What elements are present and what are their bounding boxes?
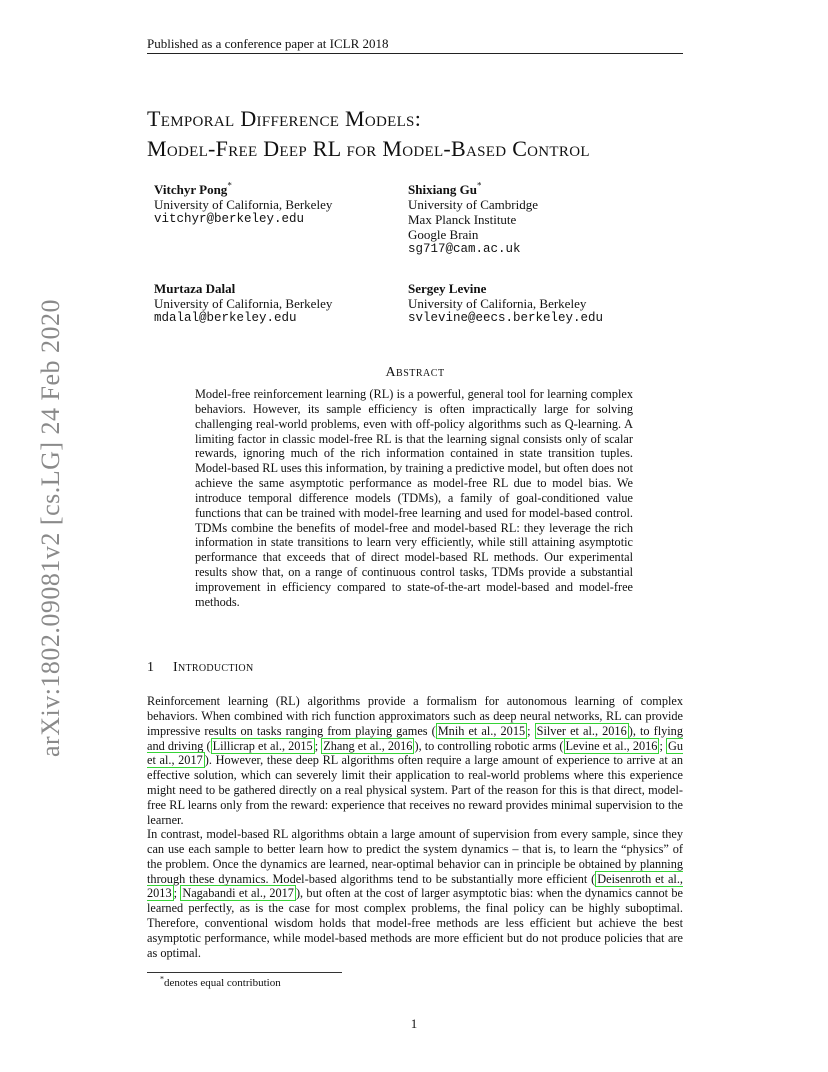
section-title: Introduction bbox=[173, 660, 254, 675]
author-name: Sergey Levine bbox=[408, 281, 487, 296]
paragraph-text: ). However, these deep RL algorithms often require a large amount of experience to arrive at an effective solution, which can severely limit their application to real-world problems where this experience might need to be gathered directly on a real physical system. Part of the reason for this is that direct, model-free RL learns only from the reward: experience that receives no reward provides minimal supervision to the learner. bbox=[147, 753, 683, 827]
author-block bbox=[154, 281, 332, 326]
author-affiliation: University of California, Berkeley bbox=[154, 197, 333, 212]
header-rule bbox=[147, 53, 683, 54]
intro-paragraph-1 bbox=[147, 694, 683, 828]
page-number: 1 bbox=[410, 1016, 418, 1031]
abstract-text: Model-free reinforcement learning (RL) is a powerful, general tool for learning complex behaviors. However, its sample efficiency is often impractically large for solving challenging real-world problems, even with off-policy algorithms such as Q-learning. A limiting factor in classic model-free RL is that the learning signal consists only of scalar rewards, ignoring much of the rich information contained in state transition tuples. Model-based RL uses this information, by training a predictive model, but often does not achieve the same asymptotic performance as model-free RL due to model bias. We introduce temporal difference models (TDMs), a family of goal-conditioned value functions that can be trained with model-free learning and used for model-based control. TDMs combine the benefits of model-free and model-based RL: they leverage the rich information in state transitions to learn very efficiently, while still attaining asymptotic performance that exceeds that of direct model-based RL methods. Our experimental results show that, on a range of continuous control tasks, TDMs provide a substantial improvement in efficiency compared to state-of-the-art model-based and model-free methods. bbox=[195, 387, 633, 609]
author-block bbox=[154, 182, 332, 227]
footnote-text: denotes equal contribution bbox=[164, 977, 281, 989]
paragraph-text: ; bbox=[659, 738, 666, 753]
citation-link[interactable]: Deisenroth et al., 2013 bbox=[147, 871, 683, 901]
paragraph-text: ), to controlling robotic arms ( bbox=[414, 738, 564, 753]
citation-link[interactable]: Gu et al., 2017 bbox=[147, 738, 683, 768]
paragraph-text: ; bbox=[314, 738, 322, 753]
citation-link[interactable]: Levine et al., 2016 bbox=[565, 738, 658, 753]
author-email[interactable]: mdalal@berkeley.edu bbox=[154, 311, 297, 325]
author-name: Shixiang Gu bbox=[408, 182, 478, 197]
citation-link[interactable]: Lillicrap et al., 2015 bbox=[212, 738, 313, 753]
running-header: Published as a conference paper at ICLR 2018 bbox=[147, 36, 389, 51]
footnote-rule bbox=[147, 972, 342, 973]
title-line-2: Model-Free Deep RL for Model-Based Control bbox=[147, 136, 590, 161]
citation-link[interactable]: Nagabandi et al., 2017 bbox=[182, 886, 294, 901]
title-line-1: Temporal Difference Models: bbox=[147, 106, 422, 131]
equal-contribution-mark: * bbox=[227, 180, 232, 191]
citation-link[interactable]: Zhang et al., 2016 bbox=[323, 738, 413, 753]
citation-link[interactable]: Silver et al., 2016 bbox=[536, 723, 627, 738]
equal-contribution-mark: * bbox=[477, 180, 482, 191]
author-email[interactable]: vitchyr@berkeley.edu bbox=[154, 212, 305, 226]
author-affiliation: University of Cambridge bbox=[408, 197, 538, 212]
section-heading bbox=[147, 660, 253, 676]
paragraph-text: ), to flying and driving ( bbox=[147, 723, 683, 753]
intro-paragraph-2 bbox=[147, 827, 683, 961]
arxiv-stamp: arXiv:1802.09081v2 [cs.LG] 24 Feb 2020 bbox=[36, 298, 65, 757]
author-affiliation: Max Planck Institute bbox=[408, 212, 517, 227]
paragraph-text: ), but often at the cost of larger asymptotic bias: when the dynamics cannot be learned perfectly, as is the case for most complex problems, the final policy can be highly suboptimal. Therefore, conventional wisdom holds that model-free methods are less efficient but achieve the best asymptotic performance, while model-based methods are more efficient but do not produce policies that are as optimal. bbox=[147, 886, 683, 960]
citation-link[interactable]: Mnih et al., 2015 bbox=[437, 723, 526, 738]
author-name: Murtaza Dalal bbox=[154, 281, 236, 296]
paragraph-text: ; bbox=[527, 723, 535, 738]
author-email[interactable]: sg717@cam.ac.uk bbox=[408, 242, 521, 256]
paragraph-text: ; bbox=[173, 886, 181, 901]
author-affiliation: Google Brain bbox=[408, 227, 479, 242]
author-block bbox=[408, 182, 538, 257]
author-block bbox=[408, 281, 603, 326]
abstract-heading: Abstract bbox=[385, 365, 445, 380]
author-affiliation: University of California, Berkeley bbox=[154, 296, 333, 311]
author-name: Vitchyr Pong bbox=[154, 182, 228, 197]
paragraph-text: Reinforcement learning (RL) algorithms provide a formalism for autonomous learning of complex behaviors. When combined with rich function approximators such as deep neural networks, RL can provide impressive results on tasks ranging from playing games ( bbox=[147, 694, 683, 738]
footnote-mark: * bbox=[160, 974, 164, 984]
footnote bbox=[160, 974, 281, 989]
author-affiliation: University of California, Berkeley bbox=[408, 296, 587, 311]
section-number: 1 bbox=[147, 660, 155, 675]
paper-title bbox=[147, 104, 707, 164]
author-email[interactable]: svlevine@eecs.berkeley.edu bbox=[408, 311, 604, 325]
paragraph-text: In contrast, model-based RL algorithms obtain a large amount of supervision from every sample, since they can use each sample to better learn how to predict the system dynamics – that is, to learn the “physics” of the problem. Once the dynamics are learned, near-optimal behavior can in principle be obtained by planning through these dynamics. Model-based algorithms tend to be substantially more efficient ( bbox=[147, 827, 683, 886]
